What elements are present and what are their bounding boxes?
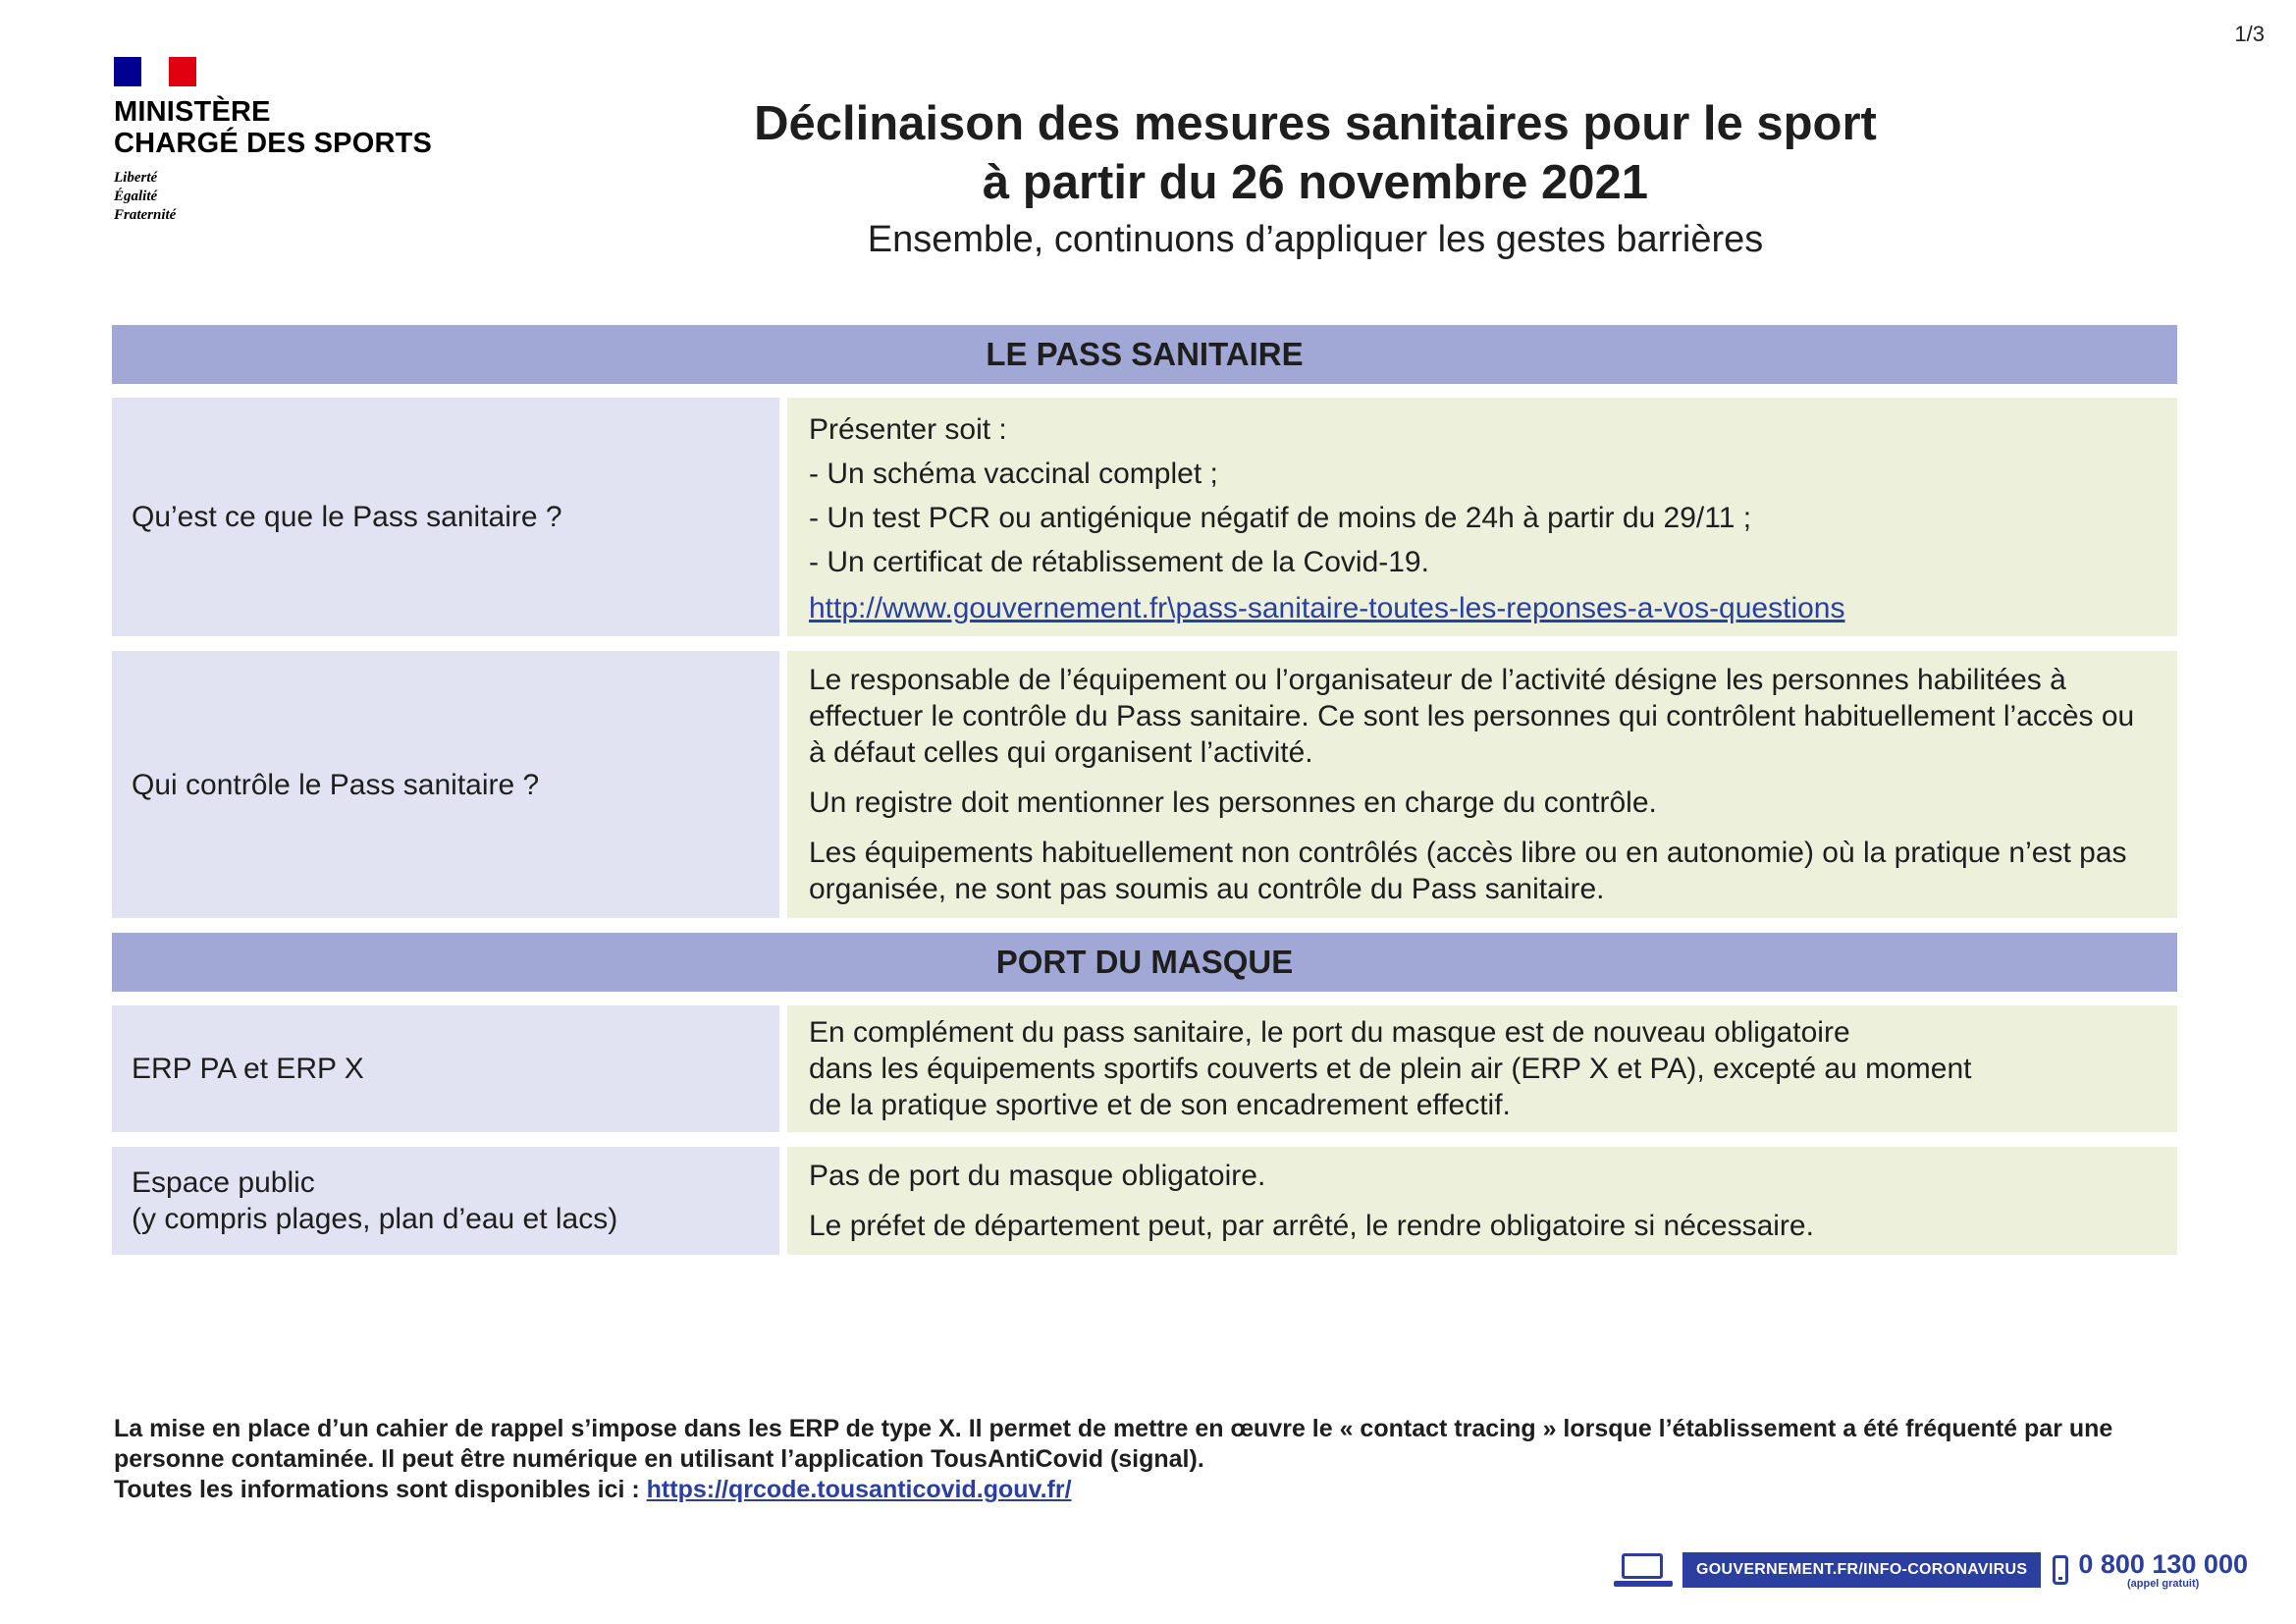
phone-number: 0 800 130 000 [2078,1549,2248,1579]
answer-line: - Un certificat de rétablissement de la Covid-19. [809,546,1429,578]
motto-egalite: Égalité [114,189,158,204]
link-wrapper [809,590,2156,626]
title-line-1: Déclinaison des mesures sanitaires pour le sport [754,97,1877,150]
question-text: Qui contrôle le Pass sanitaire ? [132,768,540,801]
answer-line: - Un test PCR ou antigénique négatif de moins de 24h à partir du 29/11 ; [809,502,1752,534]
answer-line: Présenter soit : [809,413,1007,446]
question-cell [112,651,779,918]
section-header-port-du-masque: PORT DU MASQUE [112,933,2177,992]
question-text: Espace public [132,1166,315,1199]
ministry-line-2: CHARGÉ DES SPORTS [114,128,433,159]
page-subtitle: Ensemble, continuons d’appliquer les gestes barrières [867,219,1764,260]
question-text: ERP PA et ERP X [132,1053,364,1085]
phone-note: (appel gratuit) [2126,1578,2200,1590]
contact-bar [1614,1547,2248,1593]
title-line-2: à partir du 26 novembre 2021 [982,156,1649,209]
answer-paragraph: Les équipements habituellement non contrôlés (accès libre ou en autonomie) où la pratique n’est pas organisée, ne sont pas soumis au contrôle du Pass sanitaire. [809,837,2127,905]
page-header [589,94,2042,265]
motto-fraternite: Fraternité [114,207,177,223]
table-row [112,1147,2177,1255]
question-cell [112,1005,779,1132]
table-row [112,1005,2177,1132]
answer-line: En complément du pass sanitaire, le port du masque est de nouveau obligatoire [809,1016,1850,1049]
tousanticovid-link[interactable]: https://qrcode.tousanticovid.gouv.fr/ [646,1476,1072,1503]
flag-icon [114,57,196,86]
gov-info-link[interactable]: GOUVERNEMENT.FR/INFO-CORONAVIRUS [1682,1552,2041,1588]
republic-motto [114,169,467,225]
question-cell [112,398,779,636]
answer-cell [787,398,2177,636]
answer-cell [787,1147,2177,1255]
table-row [112,651,2177,918]
question-text: Qu’est ce que le Pass sanitaire ? [132,501,562,533]
question-cell [112,1147,779,1255]
answer-cell [787,1005,2177,1132]
answer-paragraph: Un registre doit mentionner les personnes en charge du contrôle. [809,786,1657,819]
footer-info-prefix: Toutes les informations sont disponibles ici : [114,1476,647,1503]
page-number: 1/3 [2234,22,2265,46]
answer-line: dans les équipements sportifs couverts et de plein air (ERP X et PA), excepté au moment [809,1053,1972,1085]
answer-paragraph: Pas de port du masque obligatoire. [809,1160,1266,1192]
phone-icon [2053,1555,2068,1585]
answer-paragraph: Le responsable de l’équipement ou l’organisateur de l’activité désigne les personnes habilitées à effectuer le contrôle du Pass sanitaire. Ce sont les personnes qui contrôlent habituellement l’accès ou à défaut celles qui organisent l’activité. [809,664,2135,769]
ministry-logo [114,57,467,225]
page-title [589,94,2042,212]
ministry-name [114,96,467,159]
pass-sanitaire-link[interactable]: http://www.gouvernement.fr\pass-sanitaire-toutes-les-reponses-a-vos-questions [809,592,1845,624]
answer-paragraph: Le préfet de département peut, par arrêté, le rendre obligatoire si nécessaire. [809,1210,1814,1242]
table-row [112,398,2177,636]
laptop-icon [1614,1551,1673,1589]
question-text: (y compris plages, plan d’eau et lacs) [132,1203,618,1235]
answer-line: - Un schéma vaccinal complet ; [809,458,1218,490]
ministry-line-1: MINISTÈRE [114,96,271,128]
footer-text: La mise en place d’un cahier de rappel s’impose dans les ERP de type X. Il permet de mettre en œuvre le « contact tracing » lorsque l’établissement a été fréquenté par une personne contaminée. Il peut être numérique en utilisant l’application TousAntiCovid (signal). [114,1415,2113,1473]
footer-info-line [114,1475,2185,1505]
section-header-pass-sanitaire: LE PASS SANITAIRE [112,325,2177,384]
answer-line: de la pratique sportive et de son encadrement effectif. [809,1089,1511,1121]
footer-note [114,1414,2185,1505]
motto-liberte: Liberté [114,170,158,186]
phone-contact [2078,1550,2248,1590]
answer-cell [787,651,2177,918]
